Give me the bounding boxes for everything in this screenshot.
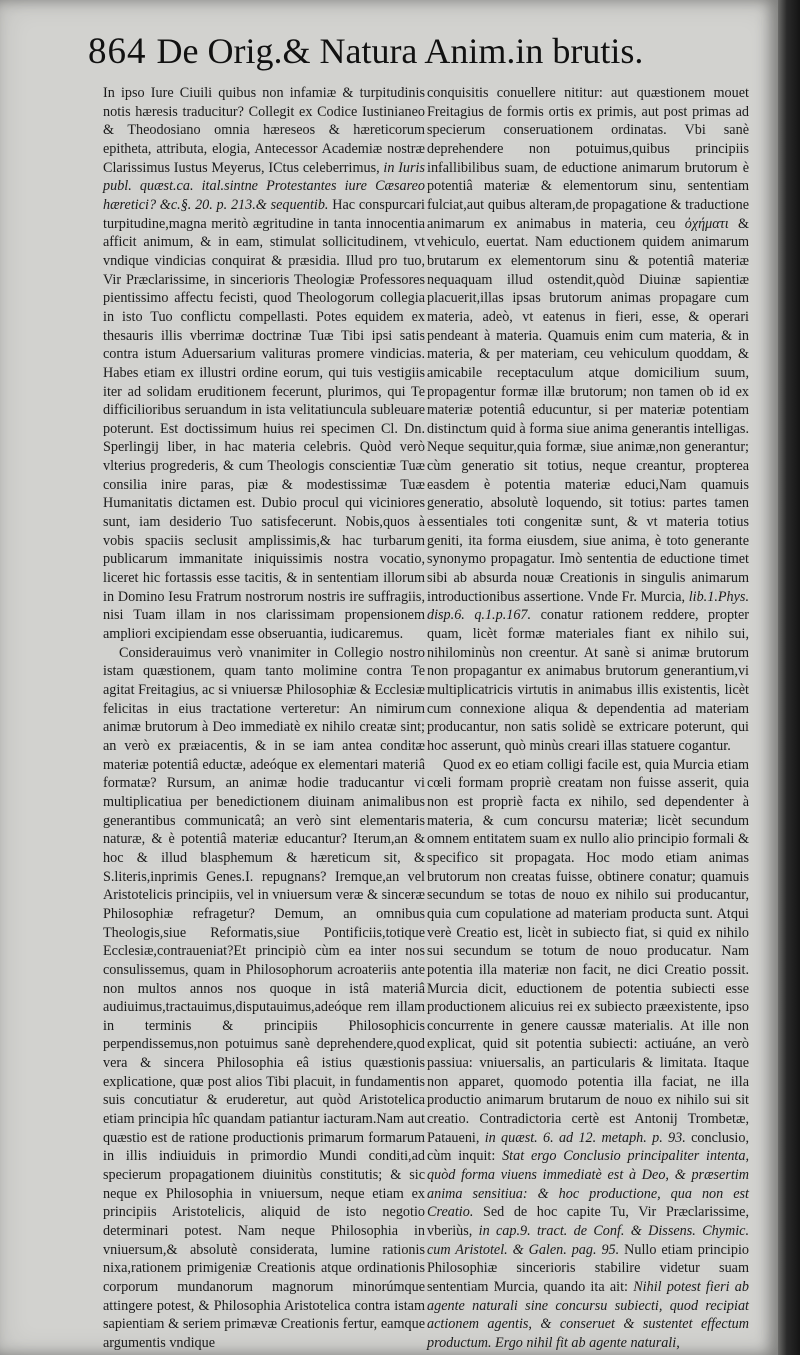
greek-word: ὀχήματι bbox=[684, 215, 729, 232]
running-title: De Orig.& Natura Anim.in brutis. bbox=[156, 31, 644, 71]
citation: in quæst. 6. ad 12. metaph. p. 93. bbox=[484, 1129, 686, 1146]
left-column bbox=[103, 84, 425, 1353]
paragraph: Considerauimus verò vnanimiter in Collegio nostro istam quæstionem, quam tanto molimine contra Te agitat Freitagius, ac si vniuersæ Philosophiæ & Ecclesiæ felicitas in eius tractatione verteretur: An nimirum animæ brutorum à Deo immediatè ex nihilo creatæ sint; an verò ex præiacentis, & in se iam antea conditæ materiæ potentiâ eductæ, adeóque ex elementari materiâ formatæ? Rursum, an animæ hodie traducantur vi multiplicatiua per benedictionem diuinam animalibus generantibus communicatâ; an verò sint elementaris naturæ, & è potentiâ materiæ educantur? Iterum,an & hoc & illud blasphemum & hæreticum sit, & S.literis,inprimis Genes.I. repugnans? Iremque,an vel Aristotelicis principiis, vel in vniuersum veræ & sinceræ Philosophiæ refragetur? Demum, an omnibus Theologis,siue Reformatis,siue Pontificiis,totique Ecclesiæ,contraueniat?Et principiò cùm ea inter nos consulissemus, quam in Philosophorum acroateriis ante non multos annos nos quoque in istâ materiâ audiuimus,tractauimus,disputauimus,adeóque rem illam in terminis & principiis Philosophicis perpendissemus,non potuimus sanè deprehendere,quod vera & sincera Philosophia eâ istius quæstionis explicatione, quæ post alios Tibi placuit, in fundamentis suis concutiatur & eruderetur, aut quòd Aristotelica etiam principia hîc quandam patiantur iacturam.Nam aut quæstio est de ratione productionis primarum formarum in illis indiuiduis in primordio Mundi conditi,ad specierum propagationem diuinitùs constitutis; & sic neque ex Philosophia in vniuersum, neque etiam ex principiis Aristotelicis, aliquid de isto negotio determinari potest. Nam neque Philosophia in vniuersum,& absolutè considerata, lumine rationis nixa,rationem primigeniæ Creationis atque ordinationis corporum mundanorum magnorum minorúmque attingere potest, & Philosophia Aristotelica contra istam sapientiam & seriem primævæ Creationis fertur, eamque argumentis vndique bbox=[103, 644, 425, 1351]
body-text: Nullo etiam principio Philosophiæ sincerioris stabilire videtur suam sententiam Murcia, quando ita ait: bbox=[427, 1241, 749, 1295]
body-text: conclusio, cùm inquit: bbox=[427, 1129, 750, 1165]
quotation: Stat ergo Conclusio principaliter intenta, quòd forma viuens immediatè est à Deo, & præsertim anima sensitiua: & hoc productione, qua non est Creatio. bbox=[427, 1148, 750, 1221]
citation: sequentib. bbox=[270, 196, 329, 213]
page-header bbox=[88, 30, 688, 82]
body-text: In ipso Iure Ciuili quibus non infamiæ & turpitudinis notis hæresis traducitur? Collegit ex Codice Iustinianeo & Theodosiano omnia hæreseos & hæreticorum epitheta, attributa, elogia, Antecessor Academiæ nostræ Clarissimus Iustus Meyerus, ICtus celeberrimus, bbox=[103, 85, 425, 176]
body-text: Sed de hoc capite Tu, Vir Præclarissime, vberiùs, bbox=[427, 1204, 750, 1240]
page-number: 864 bbox=[88, 31, 147, 72]
paragraph bbox=[427, 84, 749, 756]
right-column bbox=[427, 84, 749, 1353]
body-text: conquisitis conuellere nititur: aut quæstionem mouet Freitagius de formis ortis ex primis, aut post primas ad specierum conseruationem ordinatas. Vbi sanè deprehendere non potuimus,quibus principiis infallibilibus suam, de eductione animarum brutorum è potentiâ materiæ & elementorum sinu, sententiam fulciat,aut quibus alteram,de propagatione & traductione animarum ex animabus in materia, ceu bbox=[427, 85, 749, 232]
quotation: Nihil potest fieri ab agente naturali sine concursu subiecti, quod recipiat actionem agentis, & conseruet & sustentet effectum productum. Ergo nihil fit ab agente naturali, bbox=[427, 1279, 749, 1351]
paragraph bbox=[103, 84, 425, 644]
citation: lib.1.Phys. disp.6. q.1.p.167. bbox=[427, 588, 749, 624]
citation: in Iuris publ. quæst.ca. ital.sintne Protestantes iure Cæsareo hæretici? &c.§. 20. p. 213.& bbox=[103, 159, 425, 213]
citation: in cap.9. tract. de Conf. & Dissens. Chymic. cum Aristotel. & Galen. pag. 95. bbox=[427, 1223, 749, 1258]
body-text: & vehiculo, euertat. Nam eductionem quidem animarum brutarum ex elementorum sinu & potentiâ materiæ nequaquam illud ostendit,quòd Diuinæ sapientiæ placuerit,illas ipsas brutorum animas propagare cum materia, adeò, vt eatenus in fieri, esse, & operari pendeant à materia. Quamuis enim cum materia, & in materia, & per materiam, ceu vehiculum quoddam, & amicabile receptaculum atque domicilium suum, propagentur formæ illæ brutorum; non tamen ob id ex materiæ potentiâ educuntur, si per materiæ potentiam distinctum quid à forma siue anima generantis intelligas. Neque sequitur,quia formæ, siue animæ,non generantur; cùm generatio sit totius, neque creantur, propterea easdem è potentia materiæ educi,Nam quamuis generatio, absolutè loquendo, sit totius: partes tamen essentiales toti congenitæ sunt, & vt materia totius geniti, ita forma eiusdem, siue anima, è toto generante synonymo propagatur. Imò sententia de eductione timet sibi ab absurda nouæ Creationis in singulis animarum introductionibus assertione. Vnde Fr. Murcia, bbox=[427, 215, 750, 605]
body-text: Quod ex eo etiam colligi facile est, quia Murcia etiam cœli formam propriè creatam non fuisse asserit, quia non est propriè facta ex nihilo, sed dependenter à materia, & cum concursu materiæ; licèt secundum omnem entitatem suam ex nullo alio principio formali & specifico sit propagata. Hoc modo etiam animas brutorum non creatas fuisse, obtinere conatur; quamuis secundum se totas de nouo ex nihilo sui producantur, quia cum copulatione ad materiam producta sunt. Atqui verè Creatio est, licèt in subiecto fiat, si quid ex nihilo sui secundum se totum de nouo producatur. Nam potentia illa materiæ non facit, ne dici Creatio possit. Murcia dicit, eductionem de potentia subiecti esse productionem alicuius rei ex subiecto præexistente, ipso concurrente in genere caussæ materialis. At ille non explicat, quid sit potentia subiecti: actiuáne, an verò passiua: vniuersalis, an particularis & limitata. Itaque non apparet, quomodo potentia illa faciat, ne illa productio animarum brutarum de nouo ex nihilo sui sit creatio. Contradictoria certè est Antonij Trombetæ, Pataueni, bbox=[427, 756, 749, 1146]
body-text: conatur rationem reddere, propter quam, licèt formæ materiales fiant ex nihilo sui, nihilominùs non creentur. At sanè si animæ brutorum non propagantur ex animabus brutorum generantium,vi multiplicatricis virtutis in animabus illis existentis, licèt cum connexione aliqua & dependentia ad materiam producantur, non satis solidè se extricare poterunt, qui hoc asserunt, quò minùs creari illas statuere cogantur. bbox=[427, 607, 750, 754]
paragraph bbox=[427, 756, 749, 1353]
book-edge-shadow bbox=[778, 0, 800, 1355]
body-text: Hac conspurcari turpitudine,magna meritò ægritudine in tanta innocentia afficit animum, & in eam, stimulat sollicitudinem, vt vndique vindicias conquirat & præsidia. Illud pro tuo, Vir Præclarissime, in sincerioris Theologiæ Professores pientissimo affectu fecisti, quod Theologorum collegia in isto Tuo conflictu compellasti. Potes equidem ex thesauris illis vberrimæ doctrinæ Tuæ Tibi ipsi satis contra istum Aduersarium valituras promere vindicias. Habes etiam ex illustri ordine eorum, qui tuis vestigiis iter ad solidam eruditionem fecerunt, plurimos, qui Te difficilioribus seruandum in ista velitatiuncula subleuare poterunt. Est doctissimum huius rei specimen Cl. Dn. Sperlingij liber, in hac materia celebris. Quòd verò vlterius progrederis, & cum Theologis conscientiæ Tuæ consilia inire paras, piæ & modestissimæ Tuæ Humanitatis dictamen est. Dubio procul qui viciniores sunt, iam desiderio Tuo satisfecerunt. Nobis,quos à vobis spaciis seclusit amplissimis,& hac turbarum publicarum immanitate iniquissimis nostra vocatio, liceret hic fortassis esse tacitis, & in sententiam illorum in Domino Iesu Fratrum nostrorum nostris ire suffragiis, nisi Tuam illam in nos clarissimam propensionem ampliori excipiendam esse obseruantia, iudicaremus. bbox=[103, 196, 425, 643]
